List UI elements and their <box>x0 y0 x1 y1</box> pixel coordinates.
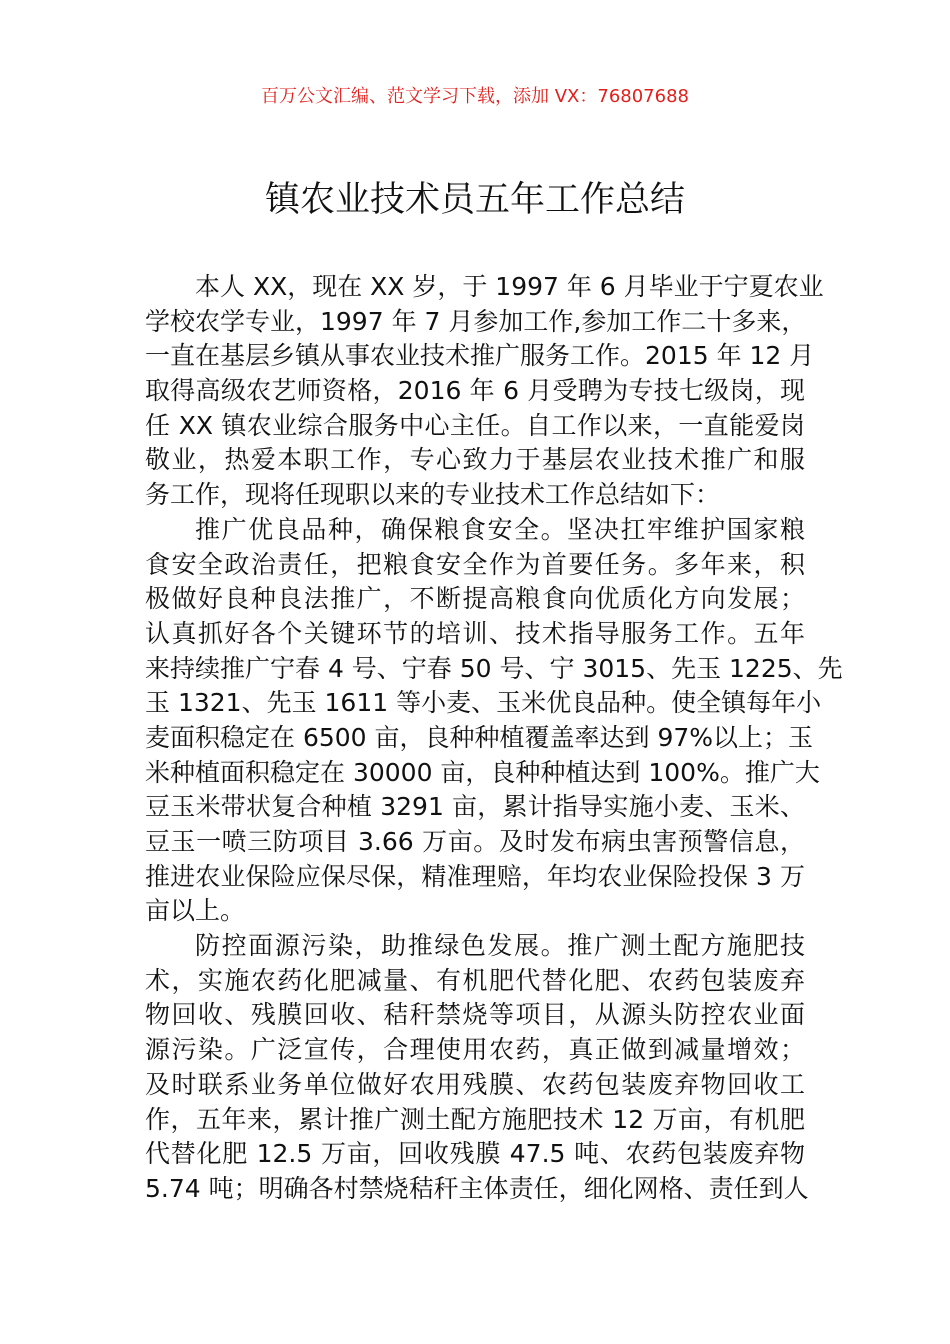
paragraph-line: 取得高级农艺师资格，2016 年 6 月受聘为专技七级岗，现 <box>145 376 805 406</box>
paragraph-line: 一直在基层乡镇从事农业技术推广服务工作。2015 年 12 月 <box>145 341 815 371</box>
paragraph-line: 防控面源污染，助推绿色发展。推广测土配方施肥技 <box>195 931 805 961</box>
paragraph-line: 任 XX 镇农业综合服务中心主任。自工作以来，一直能爱岗 <box>145 410 805 440</box>
paragraph <box>145 929 809 1207</box>
paragraph-line: 推广优良品种，确保粮食安全。坚决扛牢维护国家粮 <box>195 514 805 544</box>
paragraph-line: 麦面积稳定在 6500 亩，良种种植覆盖率达到 97%以上；玉 <box>145 722 814 752</box>
paragraph-line: 物回收、残膜回收、秸秆禁烧等项目，从源头防控农业面 <box>145 1000 805 1030</box>
paragraph-line: 务工作，现将任现职以来的专业技术工作总结如下： <box>145 480 721 510</box>
paragraph-line: 豆玉米带状复合种植 3291 亩，累计指导实施小麦、玉米、 <box>145 792 805 822</box>
document-body <box>145 270 843 1207</box>
paragraph <box>145 513 843 929</box>
watermark-header: 百万公文汇编、范文学习下载，添加 VX：76807688 <box>261 86 689 107</box>
paragraph-line: 推进农业保险应保尽保，精准理赔，年均农业保险投保 3 万 <box>145 861 805 891</box>
paragraph-line: 术，实施农药化肥减量、有机肥代替化肥、农药包装废弃 <box>145 965 805 995</box>
paragraph-line: 5.74 吨；明确各村禁烧秸秆主体责任，细化网格、责任到人 <box>145 1173 809 1203</box>
paragraph-line: 亩以上。 <box>145 896 246 926</box>
paragraph-line: 本人 XX，现在 XX 岁，于 1997 年 6 月毕业于宁夏农业 <box>195 272 824 301</box>
document-title: 镇农业技术员五年工作总结 <box>264 180 685 220</box>
paragraph-line: 玉 1321、先玉 1611 等小麦、玉米优良品种。使全镇每年小 <box>145 688 822 718</box>
paragraph-line: 作，五年来，累计推广测土配方施肥技术 12 万亩，有机肥 <box>145 1104 805 1134</box>
paragraph <box>145 270 824 513</box>
paragraph-line: 源污染。广泛宣传，合理使用农药，真正做到减量增效； <box>145 1035 805 1065</box>
paragraph-line: 米种植面积稳定在 30000 亩，良种种植达到 100%。推广大 <box>145 757 820 787</box>
paragraph-line: 代替化肥 12.5 万亩，回收残膜 47.5 吨、农药包装废弃物 <box>145 1139 805 1169</box>
paragraph-line: 认真抓好各个关键环节的培训、技术指导服务工作。五年 <box>145 618 805 648</box>
paragraph-line: 敬业，热爱本职工作，专心致力于基层农业技术推广和服 <box>145 445 805 475</box>
paragraph-line: 极做好良种良法推广，不断提高粮食向优质化方向发展； <box>145 584 805 614</box>
paragraph-line: 及时联系业务单位做好农用残膜、农药包装废弃物回收工 <box>145 1069 805 1099</box>
paragraph-line: 学校农学专业，1997 年 7 月参加工作,参加工作二十多来， <box>145 306 807 336</box>
paragraph-line: 豆玉一喷三防项目 3.66 万亩。及时发布病虫害预警信息， <box>145 827 805 856</box>
paragraph-line: 来持续推广宁春 4 号、宁春 50 号、宁 3015、先玉 1225、先 <box>145 653 843 683</box>
paragraph-line: 食安全政治责任，把粮食安全作为首要任务。多年来，积 <box>145 549 805 579</box>
